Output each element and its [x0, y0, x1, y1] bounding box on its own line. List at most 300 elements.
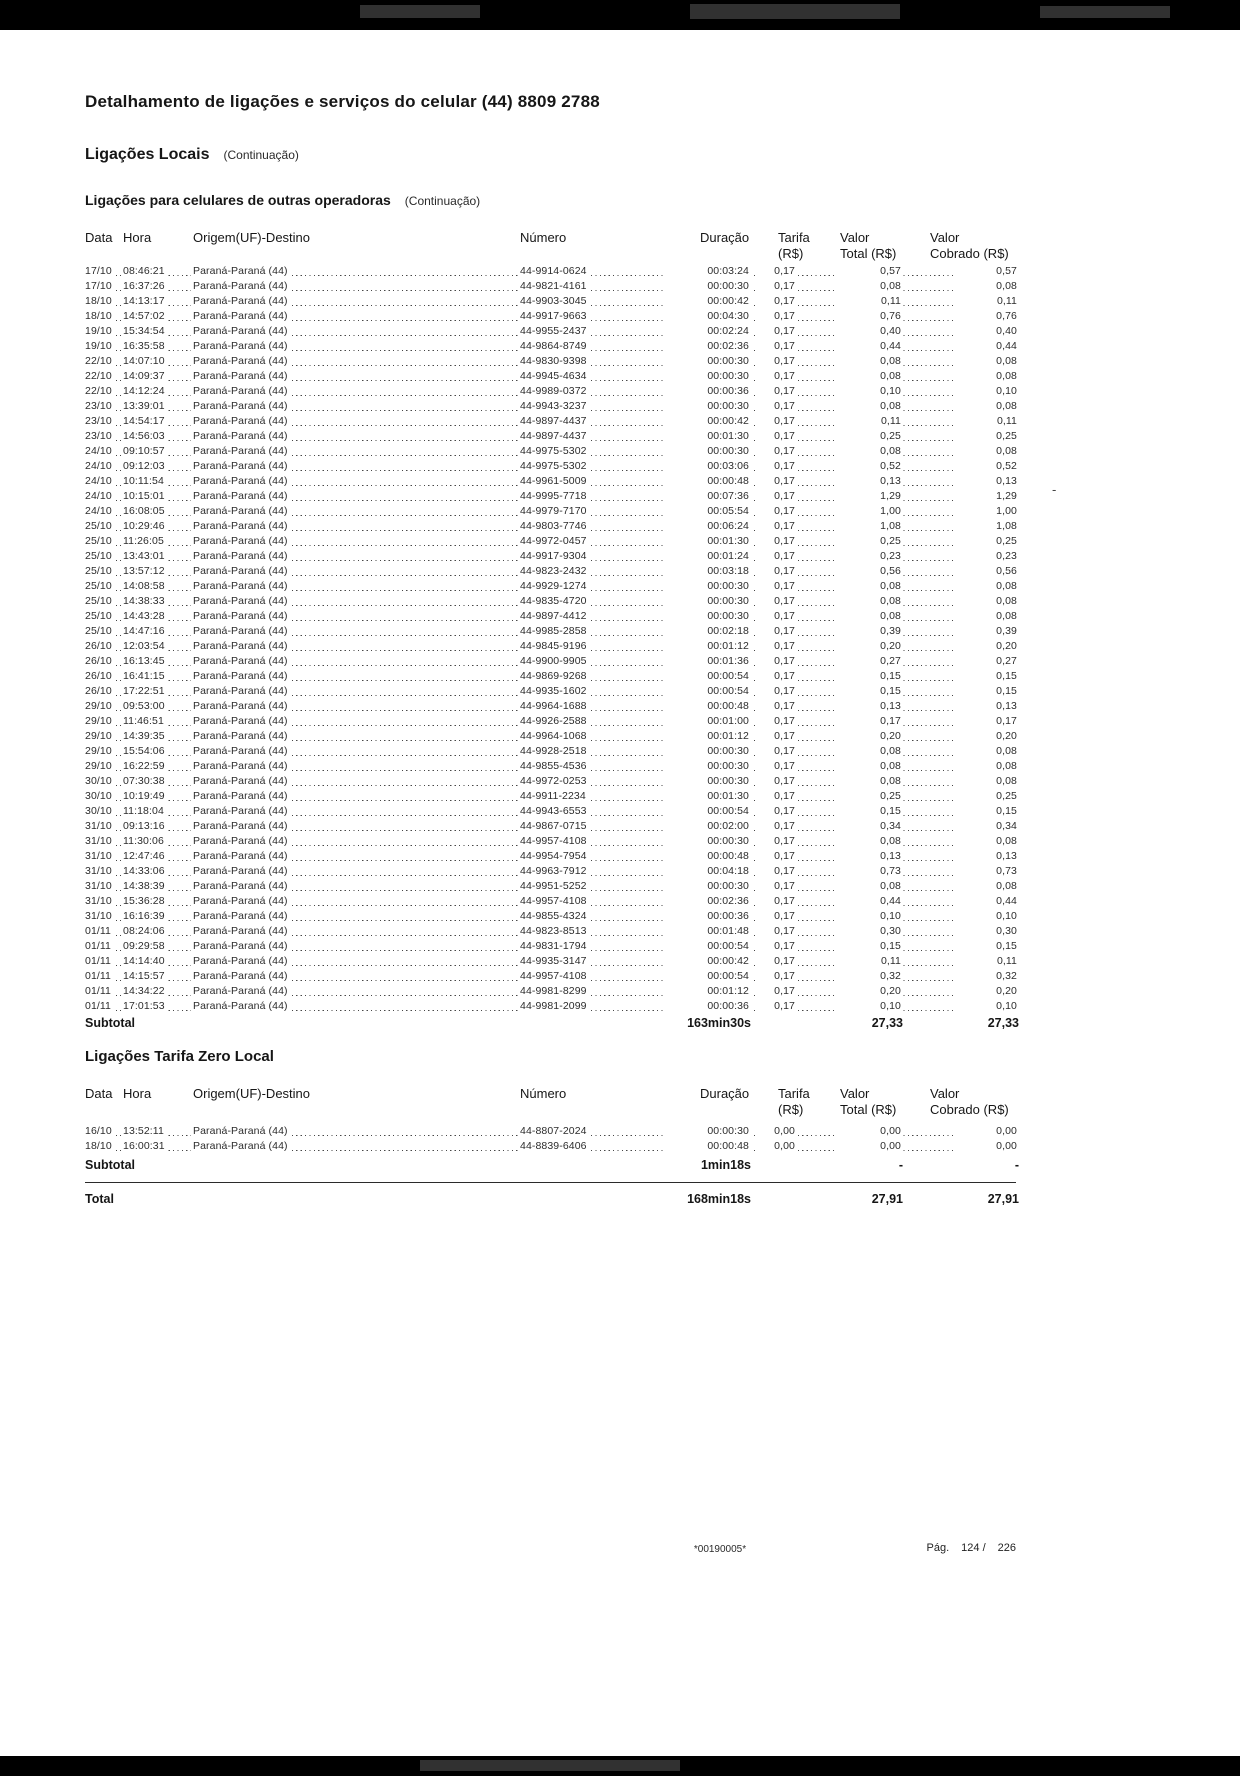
col-header-numero: Número — [520, 1086, 567, 1101]
call-date: 31/10 — [85, 895, 112, 907]
call-duration: 00:01:12 — [663, 730, 751, 742]
call-charged: 0,32 — [953, 970, 1019, 982]
col-header-tarifa — [778, 1086, 810, 1118]
call-tariff: 0,17 — [755, 520, 797, 532]
call-charged: 0,34 — [953, 820, 1019, 832]
call-number: 44-8807-2024 — [520, 1125, 587, 1137]
call-charged: 0,13 — [953, 475, 1019, 487]
call-row — [85, 654, 1016, 669]
call-number: 44-9914-0624 — [520, 265, 587, 277]
call-row — [85, 729, 1016, 744]
call-time: 14:47:16 — [123, 625, 165, 637]
call-row — [85, 444, 1016, 459]
call-charged: 0,10 — [953, 1000, 1019, 1012]
call-tariff: 0,17 — [755, 685, 797, 697]
call-time: 14:39:35 — [123, 730, 165, 742]
call-origin: Paraná-Paraná (44) — [193, 835, 288, 847]
col-header-valor-total-line2: Total (R$) — [840, 1102, 897, 1117]
call-number: 44-9897-4437 — [520, 415, 587, 427]
call-origin: Paraná-Paraná (44) — [193, 520, 288, 532]
call-charged: 0,08 — [953, 880, 1019, 892]
call-date: 25/10 — [85, 580, 112, 592]
col-header-tarifa-line1: Tarifa — [778, 1086, 810, 1101]
call-row — [85, 339, 1016, 354]
call-tariff: 0,17 — [755, 1000, 797, 1012]
col-header-tarifa-line2: (R$) — [778, 246, 804, 261]
call-charged: 0,11 — [953, 415, 1019, 427]
call-number: 44-9981-2099 — [520, 1000, 587, 1012]
section-outras-operadoras — [85, 192, 480, 210]
call-date: 22/10 — [85, 355, 112, 367]
call-date: 30/10 — [85, 805, 112, 817]
call-date: 17/10 — [85, 280, 112, 292]
section-continuation: (Continuação) — [223, 148, 299, 162]
call-tariff: 0,17 — [755, 325, 797, 337]
call-charged: 0,00 — [953, 1140, 1019, 1152]
call-total: 0,25 — [837, 430, 903, 442]
call-row — [85, 579, 1016, 594]
calls-subtotal-row — [85, 1016, 1019, 1034]
call-date: 18/10 — [85, 1140, 112, 1152]
call-time: 13:57:12 — [123, 565, 165, 577]
call-date: 25/10 — [85, 550, 112, 562]
call-total: 0,32 — [837, 970, 903, 982]
call-duration: 00:05:54 — [663, 505, 751, 517]
call-total: 0,10 — [837, 1000, 903, 1012]
call-number: 44-9911-2234 — [520, 790, 586, 802]
call-total: 0,57 — [837, 265, 903, 277]
call-duration: 00:02:24 — [663, 325, 751, 337]
call-tariff: 0,17 — [755, 475, 797, 487]
call-charged: 0,08 — [953, 445, 1019, 457]
call-charged: 0,08 — [953, 835, 1019, 847]
call-total: 0,15 — [837, 670, 903, 682]
call-row — [85, 369, 1016, 384]
col-header-valor-cobrado-line2: Cobrado (R$) — [930, 1102, 1009, 1117]
call-tariff: 0,17 — [755, 835, 797, 847]
call-duration: 00:00:30 — [663, 610, 751, 622]
call-origin: Paraná-Paraná (44) — [193, 595, 288, 607]
section-title: Ligações Tarifa Zero Local — [85, 1048, 274, 1065]
call-charged: 0,11 — [953, 955, 1019, 967]
scan-smudge — [1040, 6, 1170, 18]
col-header-valor-total — [840, 1086, 896, 1118]
call-total: 0,23 — [837, 550, 903, 562]
call-tariff: 0,17 — [755, 400, 797, 412]
call-number: 44-9855-4536 — [520, 760, 587, 772]
footer-barcode-text: *00190005* — [693, 1544, 747, 1555]
call-row — [85, 324, 1016, 339]
call-time: 14:34:22 — [123, 985, 165, 997]
call-total: 0,13 — [837, 850, 903, 862]
call-number: 44-9985-2858 — [520, 625, 587, 637]
call-number: 44-9943-6553 — [520, 805, 587, 817]
call-origin: Paraná-Paraná (44) — [193, 895, 288, 907]
call-tariff: 0,17 — [755, 265, 797, 277]
call-tariff: 0,17 — [755, 865, 797, 877]
call-row — [85, 789, 1016, 804]
call-total: 0,08 — [837, 595, 903, 607]
total-valor-total: 27,91 — [871, 1192, 903, 1206]
call-row — [85, 609, 1016, 624]
call-origin: Paraná-Paraná (44) — [193, 295, 288, 307]
call-charged: 0,08 — [953, 610, 1019, 622]
call-number: 44-9964-1688 — [520, 700, 587, 712]
section-ligacoes-locais — [85, 146, 299, 164]
call-duration: 00:00:48 — [663, 1140, 751, 1152]
call-total: 0,08 — [837, 280, 903, 292]
call-duration: 00:00:30 — [663, 280, 751, 292]
call-charged: 0,30 — [953, 925, 1019, 937]
call-origin: Paraná-Paraná (44) — [193, 1125, 288, 1137]
col-header-duracao: Duração — [700, 1086, 750, 1101]
col-header-data: Data — [85, 230, 113, 245]
call-origin: Paraná-Paraná (44) — [193, 940, 288, 952]
call-charged: 0,08 — [953, 775, 1019, 787]
call-origin: Paraná-Paraná (44) — [193, 850, 288, 862]
call-number: 44-9821-4161 — [520, 280, 587, 292]
call-time: 11:46:51 — [123, 715, 164, 727]
call-charged: 0,10 — [953, 385, 1019, 397]
subtotal-valor-cobrado: - — [1014, 1158, 1019, 1172]
call-date: 23/10 — [85, 415, 112, 427]
call-row — [85, 594, 1016, 609]
call-date: 01/11 — [85, 940, 111, 952]
call-total: 0,20 — [837, 985, 903, 997]
call-origin: Paraná-Paraná (44) — [193, 955, 288, 967]
call-row — [85, 624, 1016, 639]
call-charged: 0,00 — [953, 1125, 1019, 1137]
call-total: 0,08 — [837, 745, 903, 757]
call-row — [85, 1139, 1016, 1154]
col-header-valor-total — [840, 230, 896, 262]
call-origin: Paraná-Paraná (44) — [193, 670, 288, 682]
call-tariff: 0,17 — [755, 280, 797, 292]
call-date: 25/10 — [85, 625, 112, 637]
call-row — [85, 939, 1016, 954]
call-date: 23/10 — [85, 400, 112, 412]
call-row — [85, 999, 1016, 1014]
call-time: 16:37:26 — [123, 280, 165, 292]
call-duration: 00:00:36 — [663, 910, 751, 922]
call-total: 1,00 — [837, 505, 903, 517]
call-time: 13:43:01 — [123, 550, 165, 562]
call-duration: 00:06:24 — [663, 520, 751, 532]
section-tarifa-zero — [85, 1048, 274, 1066]
call-number: 44-9955-2437 — [520, 325, 587, 337]
call-duration: 00:07:36 — [663, 490, 751, 502]
call-number: 44-9935-3147 — [520, 955, 587, 967]
subtotal-valor-total: 27,33 — [871, 1016, 903, 1030]
call-row — [85, 564, 1016, 579]
call-date: 31/10 — [85, 820, 112, 832]
call-duration: 00:00:30 — [663, 400, 751, 412]
subtotal-duration: 163min30s — [687, 1016, 751, 1030]
call-number: 44-9943-3237 — [520, 400, 587, 412]
call-time: 10:29:46 — [123, 520, 165, 532]
call-number: 44-9951-5252 — [520, 880, 587, 892]
call-tariff: 0,17 — [755, 700, 797, 712]
call-total: 0,13 — [837, 475, 903, 487]
call-origin: Paraná-Paraná (44) — [193, 460, 288, 472]
call-date: 24/10 — [85, 445, 112, 457]
call-charged: 0,17 — [953, 715, 1019, 727]
call-tariff: 0,17 — [755, 985, 797, 997]
col-header-valor-cobrado — [930, 1086, 1009, 1118]
call-time: 14:54:17 — [123, 415, 165, 427]
call-tariff: 0,17 — [755, 415, 797, 427]
col-header-origem: Origem(UF)-Destino — [193, 1086, 311, 1101]
col-header-data: Data — [85, 1086, 113, 1101]
col-header-valor-total-line1: Valor — [840, 1086, 870, 1101]
call-row — [85, 384, 1016, 399]
call-origin: Paraná-Paraná (44) — [193, 625, 288, 637]
call-tariff: 0,00 — [755, 1125, 797, 1137]
call-number: 44-9823-8513 — [520, 925, 587, 937]
call-origin: Paraná-Paraná (44) — [193, 700, 288, 712]
call-duration: 00:01:48 — [663, 925, 751, 937]
call-row — [85, 834, 1016, 849]
call-charged: 0,08 — [953, 745, 1019, 757]
call-duration: 00:00:54 — [663, 685, 751, 697]
col-header-hora: Hora — [123, 1086, 152, 1101]
call-tariff: 0,17 — [755, 745, 797, 757]
call-date: 31/10 — [85, 865, 112, 877]
call-origin: Paraná-Paraná (44) — [193, 985, 288, 997]
call-row — [85, 549, 1016, 564]
call-duration: 00:00:42 — [663, 295, 751, 307]
call-date: 29/10 — [85, 745, 112, 757]
call-duration: 00:00:30 — [663, 760, 751, 772]
call-total: 0,30 — [837, 925, 903, 937]
zero-subtotal-row — [85, 1158, 1019, 1176]
call-origin: Paraná-Paraná (44) — [193, 325, 288, 337]
call-origin: Paraná-Paraná (44) — [193, 340, 288, 352]
call-tariff: 0,17 — [755, 295, 797, 307]
call-total: 0,08 — [837, 760, 903, 772]
call-row — [85, 969, 1016, 984]
call-row — [85, 459, 1016, 474]
call-origin: Paraná-Paraná (44) — [193, 370, 288, 382]
call-date: 31/10 — [85, 910, 112, 922]
call-row — [85, 474, 1016, 489]
call-row — [85, 714, 1016, 729]
call-time: 13:39:01 — [123, 400, 165, 412]
col-header-valor-total-line1: Valor — [840, 230, 870, 245]
call-number: 44-9855-4324 — [520, 910, 587, 922]
subtotal-duration: 1min18s — [700, 1158, 751, 1172]
call-charged: 0,25 — [953, 790, 1019, 802]
call-duration: 00:00:30 — [663, 835, 751, 847]
call-number: 44-9835-4720 — [520, 595, 587, 607]
call-number: 44-9961-5009 — [520, 475, 587, 487]
scan-bar-top — [0, 0, 1240, 30]
call-row — [85, 414, 1016, 429]
call-time: 10:15:01 — [123, 490, 165, 502]
call-row — [85, 279, 1016, 294]
call-origin: Paraná-Paraná (44) — [193, 1000, 288, 1012]
call-charged: 0,15 — [953, 670, 1019, 682]
call-total: 0,08 — [837, 370, 903, 382]
call-row — [85, 849, 1016, 864]
call-date: 30/10 — [85, 775, 112, 787]
call-date: 01/11 — [85, 955, 111, 967]
call-number: 44-9917-9663 — [520, 310, 587, 322]
call-date: 16/10 — [85, 1125, 112, 1137]
call-duration: 00:00:42 — [663, 955, 751, 967]
call-charged: 0,73 — [953, 865, 1019, 877]
call-date: 25/10 — [85, 595, 112, 607]
call-charged: 0,52 — [953, 460, 1019, 472]
call-row — [85, 504, 1016, 519]
call-date: 01/11 — [85, 925, 111, 937]
call-tariff: 0,17 — [755, 370, 797, 382]
call-date: 22/10 — [85, 370, 112, 382]
call-tariff: 0,17 — [755, 880, 797, 892]
call-total: 0,76 — [837, 310, 903, 322]
call-origin: Paraná-Paraná (44) — [193, 865, 288, 877]
call-date: 23/10 — [85, 430, 112, 442]
call-origin: Paraná-Paraná (44) — [193, 280, 288, 292]
call-charged: 1,00 — [953, 505, 1019, 517]
call-time: 15:36:28 — [123, 895, 165, 907]
call-tariff: 0,17 — [755, 925, 797, 937]
call-tariff: 0,17 — [755, 775, 797, 787]
col-header-tarifa-line1: Tarifa — [778, 230, 810, 245]
call-total: 0,11 — [837, 295, 903, 307]
call-charged: 1,08 — [953, 520, 1019, 532]
call-date: 19/10 — [85, 325, 112, 337]
call-time: 14:15:57 — [123, 970, 165, 982]
call-date: 26/10 — [85, 655, 112, 667]
call-duration: 00:00:30 — [663, 355, 751, 367]
call-origin: Paraná-Paraná (44) — [193, 880, 288, 892]
call-date: 30/10 — [85, 790, 112, 802]
total-valor-cobrado: 27,91 — [987, 1192, 1019, 1206]
call-tariff: 0,17 — [755, 715, 797, 727]
call-row — [85, 519, 1016, 534]
call-charged: 1,29 — [953, 490, 1019, 502]
call-charged: 0,25 — [953, 430, 1019, 442]
call-charged: 0,20 — [953, 730, 1019, 742]
call-date: 19/10 — [85, 340, 112, 352]
zero-table-body — [85, 1124, 1016, 1154]
call-duration: 00:00:30 — [663, 580, 751, 592]
call-number: 44-9975-5302 — [520, 445, 587, 457]
footer-page-label: Pág. — [926, 1542, 950, 1554]
call-tariff: 0,17 — [755, 565, 797, 577]
call-duration: 00:00:54 — [663, 970, 751, 982]
scan-bar-bottom — [0, 1756, 1240, 1776]
call-total: 0,20 — [837, 640, 903, 652]
call-origin: Paraná-Paraná (44) — [193, 490, 288, 502]
call-tariff: 0,17 — [755, 460, 797, 472]
call-row — [85, 744, 1016, 759]
call-number: 44-8839-6406 — [520, 1140, 587, 1152]
call-origin: Paraná-Paraná (44) — [193, 535, 288, 547]
call-time: 10:19:49 — [123, 790, 165, 802]
call-duration: 00:00:30 — [663, 745, 751, 757]
call-total: 0,56 — [837, 565, 903, 577]
call-tariff: 0,17 — [755, 970, 797, 982]
call-time: 16:41:15 — [123, 670, 165, 682]
call-origin: Paraná-Paraná (44) — [193, 805, 288, 817]
footer-page-total: 226 — [997, 1542, 1016, 1554]
call-number: 44-9929-1274 — [520, 580, 587, 592]
call-origin: Paraná-Paraná (44) — [193, 790, 288, 802]
call-number: 44-9935-1602 — [520, 685, 587, 697]
call-time: 14:57:02 — [123, 310, 165, 322]
call-charged: 0,08 — [953, 280, 1019, 292]
call-origin: Paraná-Paraná (44) — [193, 400, 288, 412]
call-total: 0,25 — [837, 790, 903, 802]
call-origin: Paraná-Paraná (44) — [193, 565, 288, 577]
col-header-origem: Origem(UF)-Destino — [193, 230, 311, 245]
call-charged: 0,20 — [953, 985, 1019, 997]
call-time: 17:01:53 — [123, 1000, 165, 1012]
call-total: 0,44 — [837, 895, 903, 907]
call-total: 0,17 — [837, 715, 903, 727]
call-row — [85, 639, 1016, 654]
call-origin: Paraná-Paraná (44) — [193, 715, 288, 727]
call-time: 15:34:54 — [123, 325, 165, 337]
call-tariff: 0,17 — [755, 595, 797, 607]
call-time: 09:12:03 — [123, 460, 165, 472]
call-number: 44-9926-2588 — [520, 715, 587, 727]
call-charged: 0,13 — [953, 700, 1019, 712]
call-time: 09:29:58 — [123, 940, 165, 952]
col-header-duracao: Duração — [700, 230, 750, 245]
call-duration: 00:03:06 — [663, 460, 751, 472]
call-tariff: 0,17 — [755, 910, 797, 922]
call-row — [85, 489, 1016, 504]
call-total: 0,27 — [837, 655, 903, 667]
call-charged: 0,44 — [953, 895, 1019, 907]
col-header-valor-cobrado — [930, 230, 1009, 262]
call-total: 0,10 — [837, 910, 903, 922]
call-charged: 0,57 — [953, 265, 1019, 277]
call-row — [85, 924, 1016, 939]
call-date: 25/10 — [85, 565, 112, 577]
call-number: 44-9945-4634 — [520, 370, 587, 382]
call-duration: 00:00:54 — [663, 670, 751, 682]
call-number: 44-9975-5302 — [520, 460, 587, 472]
call-origin: Paraná-Paraná (44) — [193, 640, 288, 652]
call-total: 0,13 — [837, 700, 903, 712]
call-origin: Paraná-Paraná (44) — [193, 550, 288, 562]
call-date: 24/10 — [85, 460, 112, 472]
call-origin: Paraná-Paraná (44) — [193, 265, 288, 277]
call-total: 0,15 — [837, 940, 903, 952]
call-total: 0,08 — [837, 400, 903, 412]
call-duration: 00:00:48 — [663, 700, 751, 712]
call-time: 15:54:06 — [123, 745, 165, 757]
call-duration: 00:01:30 — [663, 535, 751, 547]
call-tariff: 0,17 — [755, 940, 797, 952]
call-duration: 00:02:00 — [663, 820, 751, 832]
call-tariff: 0,17 — [755, 655, 797, 667]
call-number: 44-9903-3045 — [520, 295, 587, 307]
call-tariff: 0,17 — [755, 790, 797, 802]
call-number: 44-9897-4437 — [520, 430, 587, 442]
call-charged: 0,23 — [953, 550, 1019, 562]
call-duration: 00:00:42 — [663, 415, 751, 427]
call-total: 0,08 — [837, 355, 903, 367]
call-number: 44-9964-1068 — [520, 730, 587, 742]
call-total: 0,00 — [837, 1125, 903, 1137]
call-time: 14:56:03 — [123, 430, 165, 442]
call-time: 16:35:58 — [123, 340, 165, 352]
